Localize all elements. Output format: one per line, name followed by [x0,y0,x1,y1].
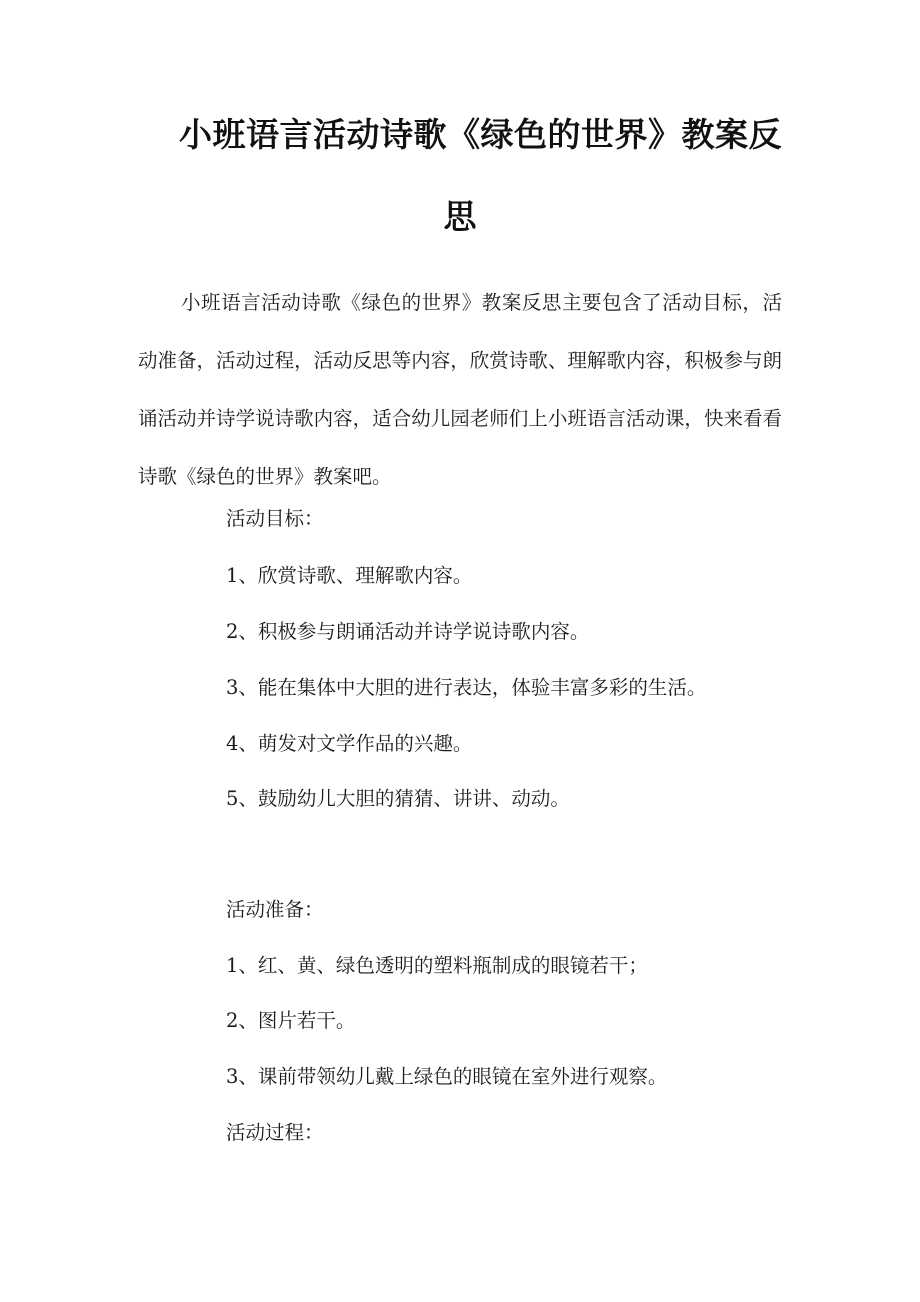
goal-item: 1、欣赏诗歌、理解歌内容。 [226,564,473,587]
preparation-item: 2、图片若干。 [226,1009,356,1032]
goal-item: 4、萌发对文学作品的兴趣。 [226,732,473,755]
goals-heading: 活动目标： [226,507,324,530]
preparation-item: 3、课前带领幼儿戴上绿色的眼镜在室外进行观察。 [226,1065,668,1088]
goal-item: 3、能在集体中大胆的进行表达，体验丰富多彩的生活。 [226,676,707,699]
goal-item: 2、积极参与朗诵活动并诗学说诗歌内容。 [226,620,590,643]
intro-paragraph: 小班语言活动诗歌《绿色的世界》教案反思主要包含了活动目标，活动准备，活动过程，活动反思等内容，欣赏诗歌、理解歌内容，积极参与朗诵活动并诗学说诗歌内容，适合幼儿园老师们上小班语言活动课，快来看看诗歌《绿色的世界》教案吧。 [138,291,782,488]
document-title: 小班语言活动诗歌《绿色的世界》教案反 [179,115,782,154]
document-title-continuation: 思 [443,197,477,236]
process-heading: 活动过程： [226,1121,324,1144]
goal-item: 5、鼓励幼儿大胆的猜猜、讲讲、动动。 [226,787,570,810]
preparation-heading: 活动准备： [226,898,324,921]
preparation-item: 1、红、黄、绿色透明的塑料瓶制成的眼镜若干； [226,954,648,977]
